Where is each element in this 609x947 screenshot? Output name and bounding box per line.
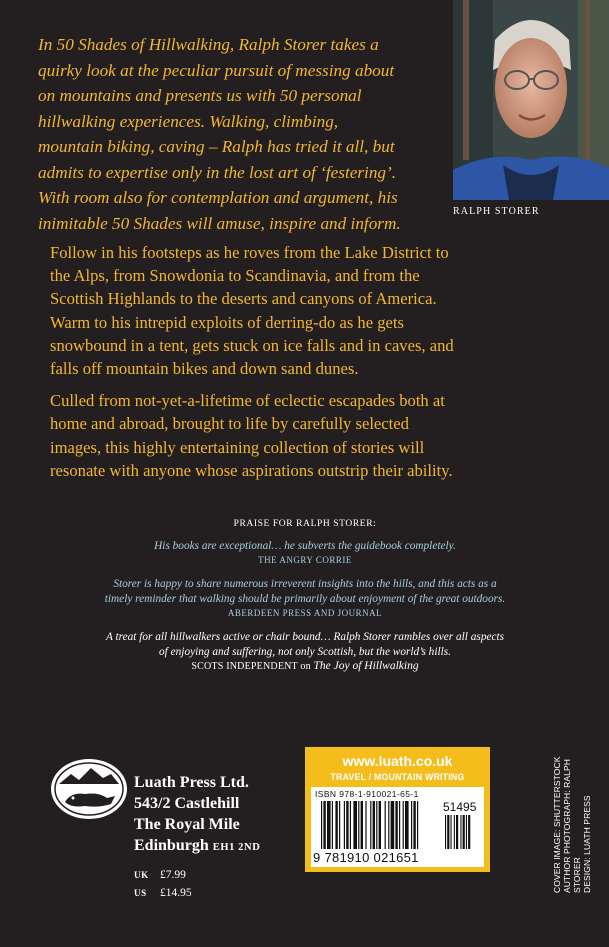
blurb-line: hillwalking experiences. Walking, climbing, [38,111,339,131]
barcode-bar [346,801,348,849]
barcode-addon-bar [463,815,465,849]
blurb-line: inimitable 50 Shades will amuse, inspire and inform. [38,213,401,233]
blurb-line: In 50 Shades of Hillwalking, Ralph Storer takes a [38,35,379,54]
barcode-bar [405,801,409,849]
barcode-addon-bar [454,815,455,849]
barcode-bar [411,801,412,849]
quote-source: SCOTS INDEPENDENT on The Joy of Hillwalking [191,660,419,672]
description [50,241,570,491]
barcode-bar [335,801,337,849]
address-line: 543/2 Castlehill [134,795,240,812]
barcode-addon-bar [451,815,452,849]
luath-logo-icon [49,754,129,824]
publisher-name: Luath Press Ltd. [134,774,249,791]
praise-section [60,519,550,673]
quote: His books are exceptional… he subverts the guidebook completely. [154,540,456,552]
barcode-bar [370,801,371,849]
blurb [38,32,448,236]
barcode-digits: 9 781910 021651 [313,850,419,865]
praise-heading: PRAISE FOR RALPH STORER: [233,519,377,529]
photo-credit: RALPH STORER [453,206,540,217]
barcode-bar [388,801,389,849]
author-photo-block [453,0,609,220]
barcode-addon-bar [468,815,470,849]
quote-source: THE ANGRY CORRIE [258,555,352,565]
price-row: US £14.95 [134,887,192,899]
barcode-bar [358,801,359,849]
barcode-bar [385,801,386,849]
quote: Storer is happy to share numerous irreverent insights into the hills, and this acts as a [113,578,497,590]
barcode-bar [361,801,363,849]
publisher-address [134,772,260,858]
barcode-bar [332,801,333,849]
barcode-bar [327,801,331,849]
address-line: The Royal Mile [134,816,240,833]
barcode-bar [353,801,357,849]
barcode-bar [339,801,340,849]
barcode-bar [395,801,397,849]
barcode-bar [379,801,381,849]
blurb-line: mountain biking, caving – Ralph has tried it all, but [38,137,395,156]
barcode [311,787,484,867]
credit-line: COVER IMAGE: SHUTTERSTOCK [552,756,562,893]
quote: timely reminder that walking should be primarily about enjoyment of the great outdoors. [104,593,506,605]
barcode-bar [376,801,377,849]
barcode-bar [391,801,395,849]
quote: of enjoying and suffering, not only Scottish, but the world’s hills. [159,646,451,658]
barcode-bar [403,801,404,849]
barcode-bar [413,801,415,849]
author-photo [453,0,609,200]
price-code: 51495 [443,800,477,814]
isbn: ISBN 978-1-910021-65-1 [315,789,419,799]
blurb-line: admits to expertise only in the lost art of ‘festering’. [38,162,397,182]
description-paragraph: Culled from not-yet-a-lifetime of eclectic escapades both at home and abroad, brought to life by carefully selected images, this highly entertaining collection of stories will resonate with anyone whose aspirations outstrip their ability. [50,391,453,480]
barcode-addon-bar [456,815,458,849]
barcode-bar [417,801,418,849]
barcode-bar [344,801,345,849]
credit-line: AUTHOR PHOTOGRAPH: RALPH STORER [562,758,582,893]
barcode-addon-bar [460,815,461,849]
quote-source: ABERDEEN PRESS AND JOURNAL [227,608,383,618]
barcode-addon-bar [445,815,446,849]
website-url: www.luath.co.uk [342,753,453,769]
barcode-bar [399,801,400,849]
blurb-line: With room also for contemplation and argument, his [38,188,398,207]
quote: A treat for all hillwalkers active or chair bound… Ralph Storer rambles over all aspects [105,631,505,643]
blurb-line: quirky look at the peculiar pursuit of messing about [38,60,395,80]
barcode-panel [305,747,490,872]
image-credits [552,733,600,893]
barcode-addon-bar [447,815,449,849]
barcode-bar [365,801,366,849]
barcode-bar [350,801,351,849]
category: TRAVEL / MOUNTAIN WRITING [330,772,465,782]
prices [134,866,192,902]
credit-line: DESIGN: LUATH PRESS [582,795,592,893]
barcode-addon-bar [466,815,467,849]
barcode-bar [323,801,325,849]
address-line: Edinburgh EH1 2ND [134,837,261,854]
description-paragraph: Follow in his footsteps as he roves from the Lake District to the Alps, from Snowdonia to Scandinavia, and from the Scottish Highlands to the deserts and canyons of America. Warm to his intrepid exploits of derring-do as he gets snowbound in a tent, gets stuck on ice falls and in caves, and falls off mountain bikes and down sand dunes. [50,243,454,379]
barcode-bar [321,801,322,849]
barcode-bar [373,801,375,849]
blurb-line: on mountains and presents us with 50 personal [38,86,362,105]
price-row: UK £7.99 [134,869,186,881]
